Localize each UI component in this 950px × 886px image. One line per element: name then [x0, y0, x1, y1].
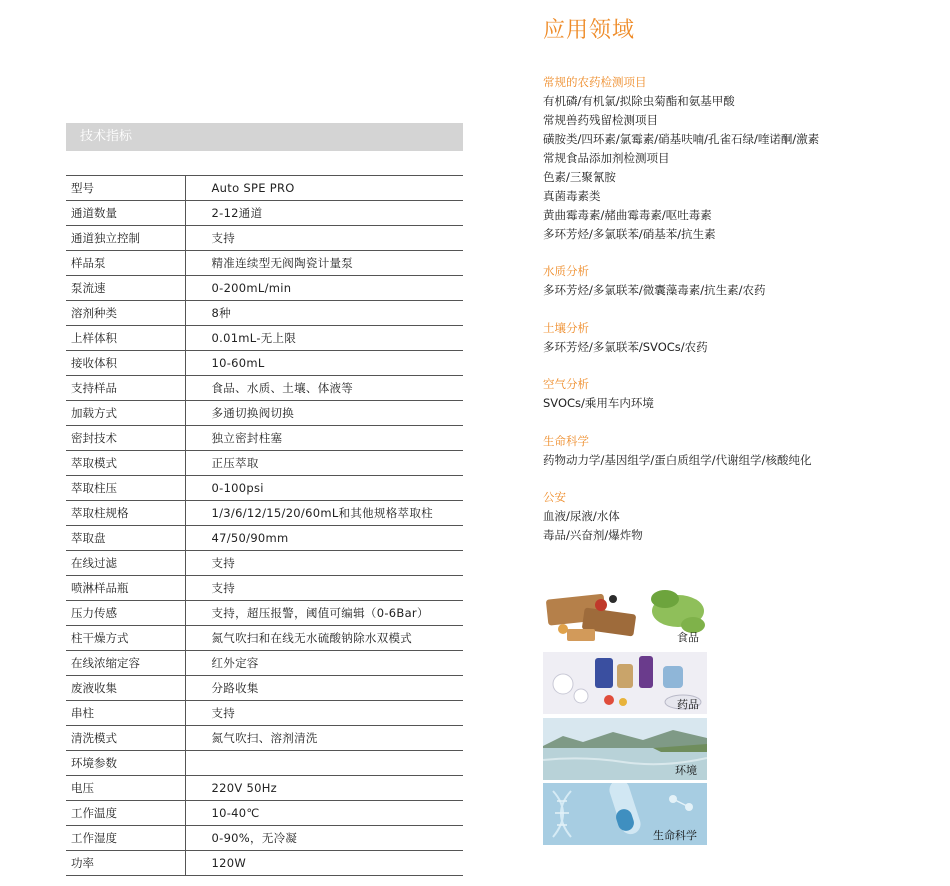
- spec-value: 独立密封柱塞: [185, 426, 463, 451]
- spec-value: 0.01mL-无上限: [185, 326, 463, 351]
- section-line: 磺胺类/四环素/氯霉素/硝基呋喃/孔雀石绿/喹诺酮/激素: [543, 132, 820, 146]
- section-line: SVOCs/乘用车内环境: [543, 396, 654, 410]
- spec-label: 通道独立控制: [66, 226, 185, 251]
- spec-section-header: 技术指标: [66, 123, 463, 151]
- spec-row: [66, 726, 463, 751]
- environment-image: [543, 718, 707, 780]
- spec-label: 串柱: [66, 701, 185, 726]
- spec-value: 0-200mL/min: [185, 276, 463, 301]
- spec-row: [66, 426, 463, 451]
- spec-value: 10-60mL: [185, 351, 463, 376]
- spec-table: [66, 175, 463, 876]
- application-section: [543, 319, 708, 357]
- applications-title: 应用领域: [543, 18, 636, 43]
- spec-value: 氮气吹扫和在线无水硫酸钠除水双模式: [185, 626, 463, 651]
- section-heading: 生命科学: [543, 434, 589, 448]
- food-image: [543, 585, 707, 647]
- image-caption: 环境: [675, 764, 697, 777]
- spec-value: 220V 50Hz: [185, 776, 463, 801]
- section-line: 毒品/兴奋剂/爆炸物: [543, 528, 643, 542]
- spec-row: [66, 801, 463, 826]
- spec-label: 在线浓缩定容: [66, 651, 185, 676]
- life-science-image: [543, 783, 707, 845]
- spec-row: [66, 526, 463, 551]
- spec-value: 红外定容: [185, 651, 463, 676]
- spec-label: 溶剂种类: [66, 301, 185, 326]
- spec-value: 支持: [185, 576, 463, 601]
- application-section: [543, 488, 643, 545]
- spec-value: 分路收集: [185, 676, 463, 701]
- spec-label: 在线过滤: [66, 551, 185, 576]
- spec-label: 萃取柱规格: [66, 501, 185, 526]
- section-line: 多环芳烃/多氯联苯/SVOCs/农药: [543, 340, 708, 354]
- spec-label: 型号: [66, 176, 185, 201]
- section-heading: 公安: [543, 490, 566, 504]
- spec-row: [66, 626, 463, 651]
- image-caption: 生命科学: [653, 829, 697, 842]
- application-section: [543, 73, 819, 244]
- spec-row: [66, 501, 463, 526]
- spec-row: [66, 551, 463, 576]
- spec-value: 47/50/90mm: [185, 526, 463, 551]
- medicine-image: [543, 652, 707, 714]
- spec-label: 柱干燥方式: [66, 626, 185, 651]
- spec-row: [66, 251, 463, 276]
- spec-value: 食品、水质、土壤、体液等: [185, 376, 463, 401]
- spec-value: 氮气吹扫、溶剂清洗: [185, 726, 463, 751]
- section-line: 药物动力学/基因组学/蛋白质组学/代谢组学/核酸纯化: [543, 453, 812, 467]
- application-section: [543, 432, 812, 470]
- spec-row: [66, 676, 463, 701]
- section-line: 有机磷/有机氯/拟除虫菊酯和氨基甲酸: [543, 94, 735, 108]
- spec-label: 功率: [66, 851, 185, 876]
- spec-label: 工作温度: [66, 801, 185, 826]
- spec-row: [66, 276, 463, 301]
- spec-label: 萃取模式: [66, 451, 185, 476]
- spec-row: [66, 176, 463, 201]
- spec-label: 环境参数: [66, 751, 185, 776]
- section-line: 常规兽药残留检测项目: [543, 113, 658, 127]
- section-line: 血液/尿液/水体: [543, 509, 620, 523]
- section-heading: 空气分析: [543, 377, 589, 391]
- spec-row: [66, 401, 463, 426]
- spec-value: 支持: [185, 226, 463, 251]
- spec-row: [66, 701, 463, 726]
- spec-label: 加载方式: [66, 401, 185, 426]
- spec-label: 压力传感: [66, 601, 185, 626]
- section-line: 黄曲霉毒素/赭曲霉毒素/呕吐毒素: [543, 208, 712, 222]
- spec-value: 0-100psi: [185, 476, 463, 501]
- spec-label: 工作湿度: [66, 826, 185, 851]
- section-line: 常规食品添加剂检测项目: [543, 151, 670, 165]
- spec-label: 废液收集: [66, 676, 185, 701]
- spec-label: 清洗模式: [66, 726, 185, 751]
- spec-row: [66, 201, 463, 226]
- spec-value: 正压萃取: [185, 451, 463, 476]
- spec-label: 支持样品: [66, 376, 185, 401]
- spec-label: 萃取柱压: [66, 476, 185, 501]
- application-section: [543, 375, 654, 413]
- spec-row: [66, 651, 463, 676]
- spec-label: 萃取盘: [66, 526, 185, 551]
- spec-label: 泵流速: [66, 276, 185, 301]
- spec-value: 精准连续型无阀陶瓷计量泵: [185, 251, 463, 276]
- spec-row: [66, 751, 463, 776]
- spec-row: [66, 376, 463, 401]
- spec-row: [66, 226, 463, 251]
- spec-value: 支持，超压报警，阈值可编辑（0-6Bar）: [185, 601, 463, 626]
- spec-row: [66, 851, 463, 876]
- section-line: 色素/三聚氰胺: [543, 170, 616, 184]
- spec-row: [66, 351, 463, 376]
- spec-row: [66, 326, 463, 351]
- spec-value: 0-90%，无冷凝: [185, 826, 463, 851]
- spec-row: [66, 576, 463, 601]
- spec-label: 喷淋样品瓶: [66, 576, 185, 601]
- spec-value: 8种: [185, 301, 463, 326]
- spec-value: [185, 751, 463, 776]
- spec-label: 接收体积: [66, 351, 185, 376]
- section-line: 多环芳烃/多氯联苯/硝基苯/抗生素: [543, 227, 716, 241]
- spec-value: 1/3/6/12/15/20/60mL和其他规格萃取柱: [185, 501, 463, 526]
- section-heading: 水质分析: [543, 264, 589, 278]
- spec-row: [66, 451, 463, 476]
- spec-row: [66, 601, 463, 626]
- spec-value: 10-40℃: [185, 801, 463, 826]
- section-heading: 土壤分析: [543, 321, 589, 335]
- spec-row: [66, 476, 463, 501]
- spec-row: [66, 301, 463, 326]
- spec-value: 多通切换阀切换: [185, 401, 463, 426]
- spec-label: 上样体积: [66, 326, 185, 351]
- spec-value: 120W: [185, 851, 463, 876]
- application-section: [543, 262, 766, 300]
- spec-label: 通道数量: [66, 201, 185, 226]
- spec-row: [66, 776, 463, 801]
- spec-label: 密封技术: [66, 426, 185, 451]
- section-heading: 常规的农药检测项目: [543, 75, 647, 89]
- spec-value: 支持: [185, 551, 463, 576]
- spec-label: 样品泵: [66, 251, 185, 276]
- image-caption: 药品: [677, 698, 699, 711]
- section-line: 真菌毒素类: [543, 189, 601, 203]
- image-caption: 食品: [677, 631, 699, 644]
- spec-value: 支持: [185, 701, 463, 726]
- spec-label: 电压: [66, 776, 185, 801]
- spec-value: 2-12通道: [185, 201, 463, 226]
- spec-value: Auto SPE PRO: [185, 176, 463, 201]
- spec-row: [66, 826, 463, 851]
- section-line: 多环芳烃/多氯联苯/微囊藻毒素/抗生素/农药: [543, 283, 766, 297]
